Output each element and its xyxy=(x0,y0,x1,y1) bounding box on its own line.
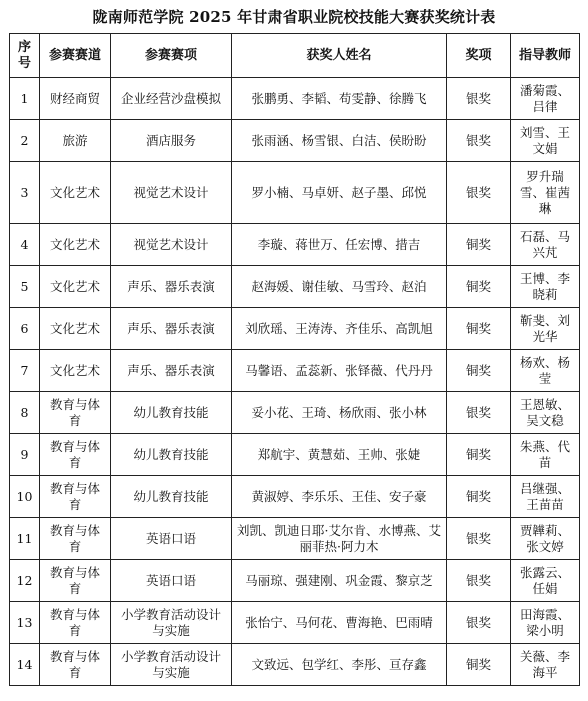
cell-index: 3 xyxy=(10,162,40,224)
table-row xyxy=(10,602,580,644)
cell-teacher: 朱燕、代苗 xyxy=(511,434,580,476)
cell-event: 幼儿教育技能 xyxy=(111,434,232,476)
cell-award: 银奖 xyxy=(447,560,511,602)
cell-track: 教育与体育 xyxy=(40,434,111,476)
header-event: 参赛赛项 xyxy=(111,34,232,78)
cell-teacher: 潘菊霞、吕律 xyxy=(511,78,580,120)
cell-track: 财经商贸 xyxy=(40,78,111,120)
cell-index: 1 xyxy=(10,78,40,120)
cell-event: 声乐、器乐表演 xyxy=(111,308,232,350)
cell-teacher: 贾韡莉、张文婷 xyxy=(511,518,580,560)
table-row xyxy=(10,560,580,602)
cell-event: 酒店服务 xyxy=(111,120,232,162)
header-award: 奖项 xyxy=(447,34,511,78)
cell-names: 郑航宇、黄慧茹、王帅、张婕 xyxy=(232,434,447,476)
cell-teacher: 石磊、马兴芃 xyxy=(511,224,580,266)
cell-track: 文化艺术 xyxy=(40,162,111,224)
cell-names: 罗小楠、马卓妍、赵子墨、邱悦 xyxy=(232,162,447,224)
cell-award: 铜奖 xyxy=(447,224,511,266)
cell-award: 银奖 xyxy=(447,518,511,560)
cell-track: 文化艺术 xyxy=(40,266,111,308)
cell-award: 铜奖 xyxy=(447,644,511,686)
cell-index: 11 xyxy=(10,518,40,560)
header-names: 获奖人姓名 xyxy=(232,34,447,78)
cell-index: 10 xyxy=(10,476,40,518)
cell-teacher: 罗升瑞雪、崔茜琳 xyxy=(511,162,580,224)
cell-event: 小学教育活动设计与实施 xyxy=(111,602,232,644)
cell-teacher: 张露云、任娟 xyxy=(511,560,580,602)
cell-index: 5 xyxy=(10,266,40,308)
cell-event: 幼儿教育技能 xyxy=(111,392,232,434)
table-row xyxy=(10,308,580,350)
cell-award: 铜奖 xyxy=(447,434,511,476)
table-row xyxy=(10,266,580,308)
cell-award: 银奖 xyxy=(447,392,511,434)
document-title: 陇南师范学院 2025 年甘肃省职业院校技能大赛获奖统计表 xyxy=(92,8,496,26)
cell-track: 教育与体育 xyxy=(40,392,111,434)
table-row xyxy=(10,162,580,224)
cell-award: 铜奖 xyxy=(447,308,511,350)
cell-event: 视觉艺术设计 xyxy=(111,162,232,224)
cell-track: 教育与体育 xyxy=(40,518,111,560)
cell-index: 2 xyxy=(10,120,40,162)
cell-track: 教育与体育 xyxy=(40,560,111,602)
cell-track: 教育与体育 xyxy=(40,476,111,518)
cell-names: 马馨语、孟蕊新、张铎薇、代丹丹 xyxy=(232,350,447,392)
cell-teacher: 关薇、李海平 xyxy=(511,644,580,686)
cell-track: 教育与体育 xyxy=(40,644,111,686)
table-row xyxy=(10,78,580,120)
table-row xyxy=(10,644,580,686)
table-row xyxy=(10,120,580,162)
cell-names: 张雨涵、杨雪银、白洁、侯盼盼 xyxy=(232,120,447,162)
cell-award: 银奖 xyxy=(447,120,511,162)
cell-track: 教育与体育 xyxy=(40,602,111,644)
cell-names: 刘欣瑶、王涛涛、齐佳乐、高凯旭 xyxy=(232,308,447,350)
cell-track: 文化艺术 xyxy=(40,308,111,350)
cell-award: 铜奖 xyxy=(447,476,511,518)
cell-names: 文致远、包学红、李彤、亘存鑫 xyxy=(232,644,447,686)
cell-names: 刘凯、凯迪日耶·艾尔肯、水博燕、艾丽菲热·阿力木 xyxy=(232,518,447,560)
cell-index: 6 xyxy=(10,308,40,350)
cell-award: 铜奖 xyxy=(447,266,511,308)
cell-names: 张鹏勇、李韬、苟雯静、徐腾飞 xyxy=(232,78,447,120)
cell-track: 文化艺术 xyxy=(40,350,111,392)
table-header-row xyxy=(10,34,580,78)
cell-teacher: 刘雪、王文娟 xyxy=(511,120,580,162)
cell-index: 9 xyxy=(10,434,40,476)
table-row xyxy=(10,224,580,266)
cell-teacher: 靳斐、刘光华 xyxy=(511,308,580,350)
cell-names: 黄淑婷、李乐乐、王佳、安子豪 xyxy=(232,476,447,518)
cell-event: 视觉艺术设计 xyxy=(111,224,232,266)
table-row xyxy=(10,434,580,476)
cell-event: 企业经营沙盘模拟 xyxy=(111,78,232,120)
table-row xyxy=(10,350,580,392)
header-teacher: 指导教师 xyxy=(511,34,580,78)
cell-event: 英语口语 xyxy=(111,560,232,602)
cell-names: 张怡宁、马何花、曹海艳、巴雨晴 xyxy=(232,602,447,644)
cell-teacher: 田海霞、梁小明 xyxy=(511,602,580,644)
cell-index: 14 xyxy=(10,644,40,686)
header-track: 参赛赛道 xyxy=(40,34,111,78)
cell-index: 12 xyxy=(10,560,40,602)
cell-teacher: 吕继强、王苗苗 xyxy=(511,476,580,518)
cell-event: 英语口语 xyxy=(111,518,232,560)
cell-teacher: 王博、李晓莉 xyxy=(511,266,580,308)
header-index: 序号 xyxy=(10,34,40,78)
cell-track: 文化艺术 xyxy=(40,224,111,266)
table-row xyxy=(10,476,580,518)
table-row xyxy=(10,392,580,434)
cell-event: 声乐、器乐表演 xyxy=(111,266,232,308)
cell-award: 银奖 xyxy=(447,78,511,120)
cell-award: 银奖 xyxy=(447,602,511,644)
cell-award: 铜奖 xyxy=(447,350,511,392)
cell-event: 小学教育活动设计与实施 xyxy=(111,644,232,686)
cell-award: 银奖 xyxy=(447,162,511,224)
cell-event: 幼儿教育技能 xyxy=(111,476,232,518)
cell-index: 13 xyxy=(10,602,40,644)
cell-index: 4 xyxy=(10,224,40,266)
cell-names: 妥小花、王琦、杨欣雨、张小林 xyxy=(232,392,447,434)
cell-names: 赵海媛、谢佳敏、马雪玲、赵泊 xyxy=(232,266,447,308)
cell-teacher: 杨欢、杨莹 xyxy=(511,350,580,392)
cell-names: 马丽琼、强建刚、巩金霞、黎京芝 xyxy=(232,560,447,602)
cell-track: 旅游 xyxy=(40,120,111,162)
cell-names: 李璇、蒋世万、任宏博、措吉 xyxy=(232,224,447,266)
award-table xyxy=(9,33,580,686)
cell-index: 8 xyxy=(10,392,40,434)
cell-index: 7 xyxy=(10,350,40,392)
cell-event: 声乐、器乐表演 xyxy=(111,350,232,392)
table-row xyxy=(10,518,580,560)
cell-teacher: 王恩敏、吴文稳 xyxy=(511,392,580,434)
